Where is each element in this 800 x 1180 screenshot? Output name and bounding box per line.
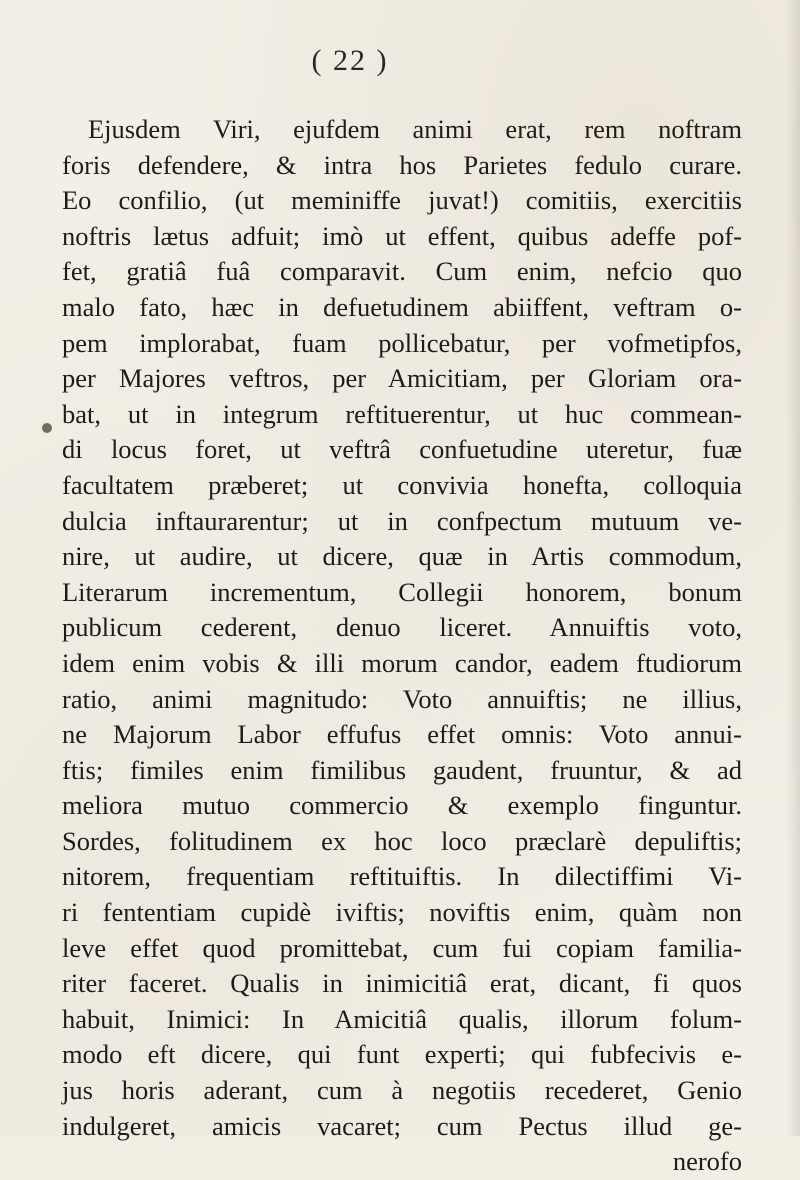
text-line: Sordes, folitudinem ex hoc loco præclarè depuliftis;	[62, 825, 742, 856]
page-edge-shadow	[786, 0, 800, 1136]
text-line: habuit, Inimici: In Amicitiâ qualis, illorum folum-	[62, 1003, 742, 1034]
text-line: Literarum incrementum, Collegii honorem, bonum	[62, 576, 742, 607]
text-line: foris defendere, & intra hos Parietes fedulo curare.	[62, 149, 742, 180]
text-line: ftis; fimiles enim fimilibus gaudent, fruuntur, & ad	[62, 754, 742, 785]
body-text	[62, 112, 742, 1180]
text-line: indulgeret, amicis vacaret; cum Pectus illud ge-	[62, 1110, 742, 1141]
text-line: dulcia inftaurarentur; ut in confpectum mutuum ve-	[62, 505, 742, 536]
catchword: nerofo	[672, 1146, 742, 1177]
text-line: per Majores veftros, per Amicitiam, per Gloriam ora-	[62, 363, 742, 394]
text-line: fet, gratiâ fuâ comparavit. Cum enim, nefcio quo	[62, 256, 742, 287]
text-line: meliora mutuo commercio & exemplo finguntur.	[62, 790, 742, 821]
page-number: ( 22 )	[311, 44, 389, 77]
text-line: bat, ut in integrum reftituerentur, ut huc commean-	[62, 398, 742, 429]
text-line: ne Majorum Labor effufus effet omnis: Voto annui-	[62, 719, 742, 750]
ink-blot	[42, 423, 52, 433]
text-line: modo eft dicere, qui funt experti; qui fubfecivis e-	[62, 1039, 742, 1070]
text-line: leve effet quod promittebat, cum fui copiam familia-	[62, 932, 742, 963]
text-line: nitorem, frequentiam reftituiftis. In dilectiffimi Vi-	[62, 861, 742, 892]
text-line: nire, ut audire, ut dicere, quæ in Artis commodum,	[62, 541, 742, 572]
text-line: ratio, animi magnitudo: Voto annuiftis; ne illius,	[62, 683, 742, 714]
text-line: facultatem præberet; ut convivia honefta, colloquia	[62, 469, 742, 500]
text-line: di locus foret, ut veftrâ confuetudine uteretur, fuæ	[62, 434, 742, 465]
text-line: publicum cederent, denuo liceret. Annuiftis voto,	[62, 612, 742, 643]
text-line: pem implorabat, fuam pollicebatur, per vofmetipfos,	[62, 327, 742, 358]
text-line: riter faceret. Qualis in inimicitiâ erat, dicant, fi quos	[62, 968, 742, 999]
text-line: idem enim vobis & illi morum candor, eadem ftudiorum	[62, 647, 742, 678]
text-line: Eo confilio, (ut meminiffe juvat!) comitiis, exercitiis	[62, 185, 742, 216]
text-line: noftris lætus adfuit; imò ut effent, quibus adeffe pof-	[62, 220, 742, 251]
text-line: ri fententiam cupidè iviftis; noviftis enim, quàm non	[62, 897, 742, 928]
text-line: malo fato, hæc in defuetudinem abiiffent, veftram o-	[62, 291, 742, 322]
text-line: Ejusdem Viri, ejufdem animi erat, rem noftram	[88, 114, 742, 144]
text-line: jus horis aderant, cum à negotiis recederet, Genio	[62, 1075, 742, 1106]
